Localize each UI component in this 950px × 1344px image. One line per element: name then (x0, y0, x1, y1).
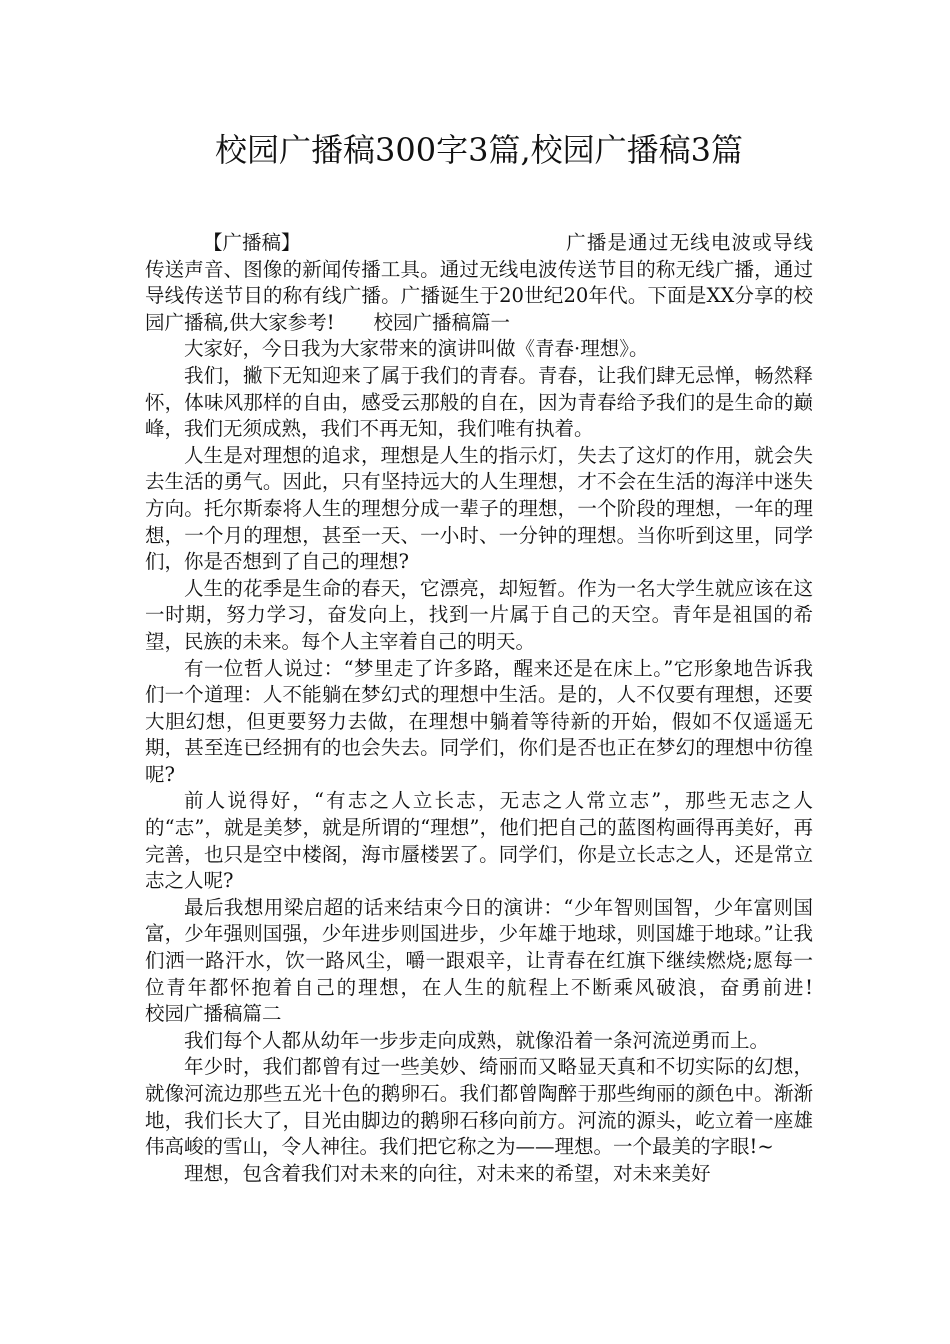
body-paragraph: 我们，撇下无知迎来了属于我们的青春。青春，让我们肆无忌惮，畅然释怀，体味风那样的自由，感受云那般的自在，因为青春给予我们的是生命的巅峰，我们无须成熟，我们不再无知，我们唯有执着。 (145, 363, 813, 441)
intro-text: 广播是通过无线电波或导线传送声音、图像的新闻传播工具。通过无线电波传送节目的称无线广播，通过导线传送节目的称有线广播。广播诞生于20世纪20年代。下面是XX分享的校园广播稿,供大家参考! 校园广播稿篇一 (145, 231, 813, 334)
body-paragraph: 人生的花季是生命的春天，它漂亮，却短暂。作为一名大学生就应该在这一时期，努力学习，奋发向上，找到一片属于自己的天空。青年是祖国的希望，民族的未来。每个人主宰着自己的明天。 (145, 576, 813, 653)
body-paragraph: 理想，包含着我们对未来的向往，对未来的希望，对未来美好 (184, 1161, 711, 1185)
body-paragraph: 大家好，今日我为大家带来的演讲叫做《青春·理想》。 (184, 337, 649, 361)
body-paragraph: 我们每个人都从幼年一步步走向成熟，就像沿着一条河流逆勇而上。 (184, 1028, 770, 1052)
intro-paragraph (145, 230, 813, 336)
document-title: 校园广播稿300字3篇,校园广播稿3篇 (215, 131, 743, 169)
body-paragraph: 前人说得好，“有志之人立长志，无志之人常立志”，那些无志之人的“志”，就是美梦，就是所谓的“理想”，他们把自己的蓝图构画得再美好，再完善，也只是空中楼阁，海市蜃楼罢了。同学们，你是立长志之人，还是常立志之人呢? (145, 789, 813, 893)
body-paragraph: 有一位哲人说过：“梦里走了许多路，醒来还是在床上。”它形象地告诉我们一个道理：人不能躺在梦幻式的理想中生活。是的，人不仅要有理想，还要大胆幻想，但更要努力去做，在理想中躺着等待新的开始，假如不仅遥遥无期，甚至连已经拥有的也会失去。同学们，你们是否也正在梦幻的理想中彷徨呢? (145, 656, 813, 786)
document-page (145, 120, 853, 1187)
intro-tag: 【广播稿】 (203, 231, 301, 254)
body-paragraph: 人生是对理想的追求，理想是人生的指示灯，失去了这灯的作用，就会失去生活的勇气。因此，只有坚持远大的人生理想，才不会在生活的海洋中迷失方向。托尔斯泰将人生的理想分成一辈子的理想，一个阶段的理想，一年的理想，一个月的理想，甚至一天、一小时、一分钟的理想。当你听到这里，同学们，你是否想到了自己的理想? (145, 443, 813, 574)
body-paragraph: 年少时，我们都曾有过一些美妙、绮丽而又略显天真和不切实际的幻想，就像河流边那些五光十色的鹅卵石。我们都曾陶醉于那些绚丽的颜色中。渐渐地，我们长大了，目光由脚边的鹅卵石移向前方。河流的源头，屹立着一座雄伟高峻的雪山，令人神往。我们把它称之为——理想。一个最美的字眼!~ (145, 1055, 813, 1159)
body-paragraph: 最后我想用梁启超的话来结束今日的演讲：“少年智则国智，少年富则国富，少年强则国强，少年进步则国进步，少年雄于地球，则国雄于地球。”让我们洒一路汗水，饮一路风尘，嚼一跟艰辛，让青春在红旗下继续燃烧;愿每一位青年都怀抱着自己的理想，在人生的航程上不断乘风破浪，奋勇前进! 校园广播稿篇二 (145, 895, 853, 1026)
